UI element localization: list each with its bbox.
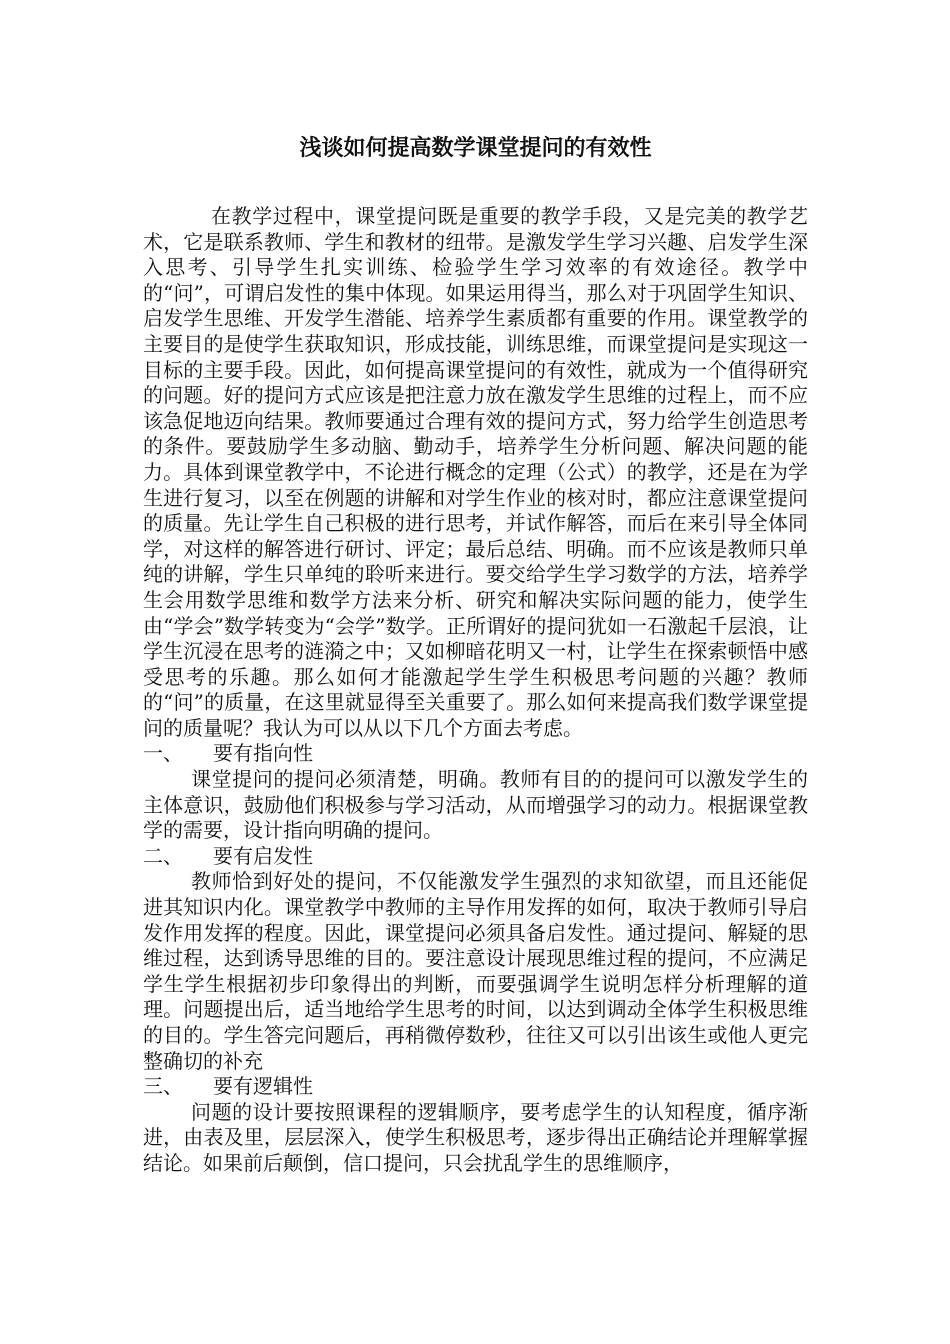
intro-paragraph: 在教学过程中，课堂提问既是重要的教学手段，又是完美的教学艺术，它是联系教师、学生和教材的纽带。是激发学生学习兴趣、启发学生深入思考、引导学生扎实训练、检验学生学习效率的有效途径。教学中的“问”，可谓启发性的集中体现。如果运用得当，那么对于巩固学生知识、启发学生思维、开发学生潜能、培养学生素质都有重要的作用。课堂教学的主要目的是使学生获取知识，形成技能，训练思维，而课堂提问是实现这一目标的主要手段。因此，如何提高课堂提问的有效性，就成为一个值得研究的问题。好的提问方式应该是把注意力放在激发学生思维的过程上，而不应该急促地迈向结果。教师要通过合理有效的提问方式，努力给学生创造思考的条件。要鼓励学生多动脑、勤动手，培养学生分析问题、解决问题的能力。具体到课堂教学中，不论进行概念的定理（公式）的教学，还是在为学生进行复习，以至在例题的讲解和对学生作业的核对时，都应注意课堂提问的质量。先让学生自己积极的进行思考，并试作解答，而后在来引导全体同学，对这样的解答进行研讨、评定；最后总结、明确。而不应该是教师只单纯的讲解，学生只单纯的聆听来进行。要交给学生学习数学的方法，培养学生会用数学思维和数学方法来分析、研究和解决实际问题的能力，使学生由“学会”数学转变为“会学”数学。正所谓好的提问犹如一石激起千层浪，让学生沉浸在思考的涟漪之中；又如柳暗花明又一村，让学生在探索顿悟中感受思考的乐趣。那么如何才能激起学生学生积极思考问题的兴趣？教师的“问”的质量，在这里就显得至关重要了。那么如何来提高我们数学课堂提问的质量呢？我认为可以从以下几个方面去考虑。 [143,204,808,740]
section-heading-3 [143,1074,808,1100]
document-body [143,204,808,1177]
section-number-1: 一、 [143,741,183,766]
section-number-3: 三、 [143,1074,183,1099]
section-heading-1 [143,741,808,767]
section-title-3: 要有逻辑性 [213,1074,313,1099]
section-paragraph-2: 教师恰到好处的提问，不仅能激发学生强烈的求知欲望，而且还能促进其知识内化。课堂教学中教师的主导作用发挥的如何，取决于教师引导启发作用发挥的程度。因此，课堂提问必须具备启发性。通过提问、解疑的思维过程，达到诱导思维的目的。要注意设计展现思维过程的提问，不应满足学生学生根据初步印象得出的判断，而要强调学生说明怎样分析理解的道理。问题提出后，适当地给学生思考的时间，以达到调动全体学生积极思维的目的。学生答完问题后，再稍微停数秒，往往又可以引出该生或他人更完整确切的补充 [143,869,808,1073]
section-title-2: 要有启发性 [213,843,313,868]
section-number-2: 二、 [143,843,183,868]
document-title: 浅谈如何提高数学课堂提问的有效性 [299,135,652,161]
section-title-1: 要有指向性 [213,741,313,766]
section-heading-2 [143,844,808,870]
section-paragraph-3: 问题的设计要按照课程的逻辑顺序，要考虑学生的认知程度，循序渐进，由表及里，层层深入，使学生积极思考，逐步得出正确结论并理解掌握结论。如果前后颠倒，信口提问，只会扰乱学生的思维顺序， [143,1099,808,1175]
document-page [143,0,808,1344]
section-paragraph-1: 课堂提问的提问必须清楚，明确。教师有目的的提问可以激发学生的主体意识，鼓励他们积极参与学习活动，从而增强学习的动力。根据课堂教学的需要，设计指向明确的提问。 [143,767,808,843]
